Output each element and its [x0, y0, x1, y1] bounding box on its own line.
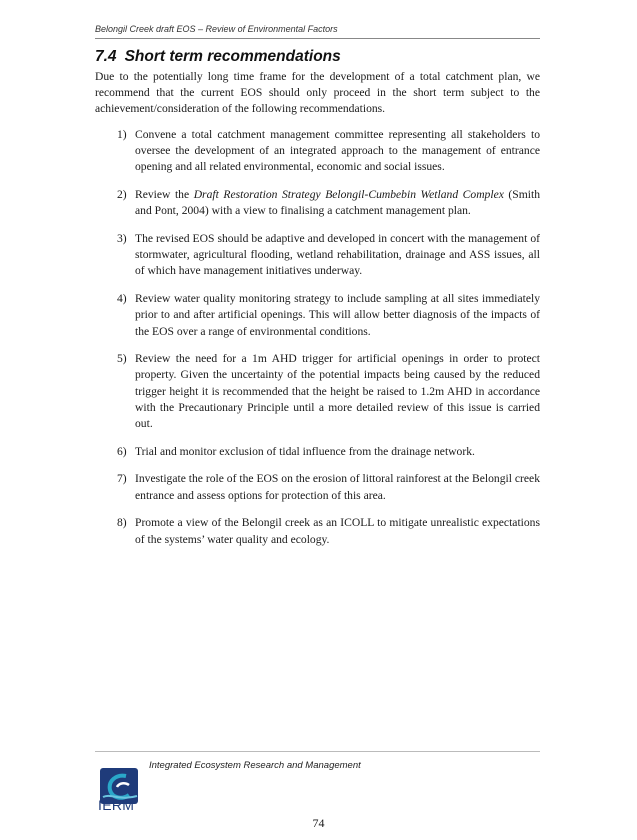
- recommendation-text: Review the need for a 1m AHD trigger for artificial openings in order to protect property. Given the uncertainty of the potential impacts being caused by the reduced trigger height it is recommended that the height be raised to 1.2m AHD in accordance with the Precautionary Principle until a more detailed review of this issue is carried out.: [135, 352, 540, 431]
- recommendation-item: [95, 231, 540, 280]
- recommendation-text: Convene a total catchment management committee representing all stakeholders to oversee the development of an integrated approach to the management of entrance opening and all related environmental, economic and social issues.: [135, 128, 540, 174]
- list-marker: 3): [117, 232, 127, 246]
- header-divider: [95, 38, 540, 39]
- recommendation-text: Trial and monitor exclusion of tidal influence from the drainage network.: [135, 444, 475, 458]
- recommendation-text: Investigate the role of the EOS on the erosion of littoral rainforest at the Belongil creek entrance and assess options for protection of this area.: [135, 472, 540, 502]
- recommendation-item: [95, 127, 540, 176]
- list-marker: 8): [117, 516, 127, 530]
- page-number: 74: [312, 816, 325, 830]
- recommendation-text: The revised EOS should be adaptive and developed in concert with the management of stormwater, agricultural flooding, wetland rehabilitation, drainage and ASS issues, all of which have management initiatives underway.: [135, 232, 540, 278]
- section-number: 7.4: [95, 48, 117, 65]
- list-marker: 6): [117, 444, 127, 458]
- document-title-italic: Draft Restoration Strategy Belongil-Cumbebin Wetland Complex: [193, 188, 504, 202]
- recommendation-item: [95, 515, 540, 547]
- list-marker: 1): [117, 128, 127, 141]
- recommendation-item: [95, 351, 540, 432]
- recommendation-text: Review water quality monitoring strategy to include sampling at all sites immediately prior to and after artificial openings. This will allow better diagnosis of the impacts of the EOS over a range of environmental conditions.: [135, 292, 540, 338]
- logo-wordmark: IERM: [98, 797, 135, 813]
- list-marker: 7): [117, 472, 127, 486]
- section-heading: [95, 48, 341, 66]
- recommendation-item: [95, 291, 540, 340]
- recommendation-text-tail: (Smith and Pont, 2004) with a view to finalising a catchment management plan.: [135, 188, 540, 218]
- recommendation-text: Promote a view of the Belongil creek as an ICOLL to mitigate unrealistic expectations of the systems’ water quality and ecology.: [135, 516, 540, 546]
- recommendation-item: [95, 444, 540, 460]
- intro-paragraph: Due to the potentially long time frame for the development of a total catchment plan, we recommend that the current EOS should only proceed in the short term subject to the achievement/consideration of the following recommendations.: [95, 70, 540, 116]
- list-marker: 5): [117, 352, 127, 366]
- running-header: Belongil Creek draft EOS – Review of Environmental Factors: [95, 24, 338, 34]
- footer-organization: Integrated Ecosystem Research and Management: [149, 760, 361, 771]
- recommendation-text-lead: Review the: [135, 188, 194, 202]
- section-title: Short term recommendations: [124, 48, 341, 65]
- list-marker: 2): [117, 188, 127, 202]
- footer-divider: [95, 751, 540, 752]
- list-marker: 4): [117, 292, 127, 306]
- recommendation-item: [95, 187, 540, 219]
- recommendation-item: [95, 471, 540, 503]
- recommendations-list: [95, 127, 540, 559]
